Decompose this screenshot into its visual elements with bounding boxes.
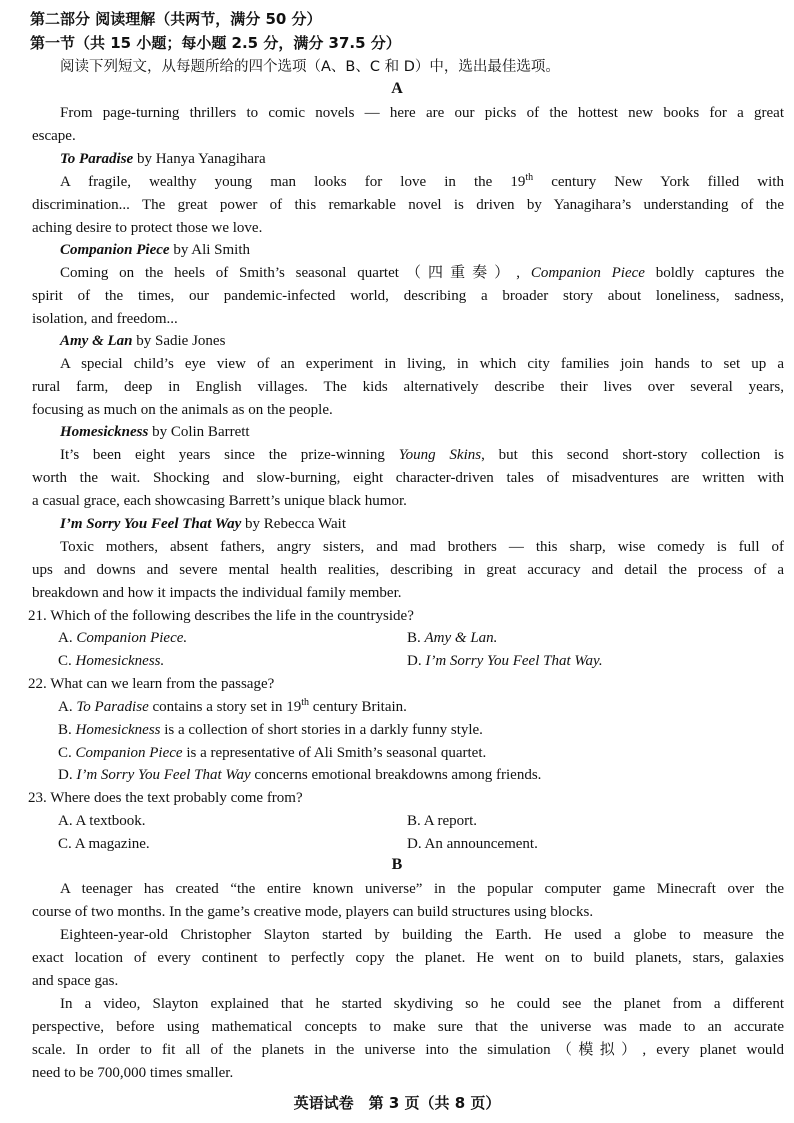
question-stem: 22. What can we learn from the passage? — [28, 676, 275, 692]
book-title-line — [60, 149, 266, 169]
book-title: I’m Sorry You Feel That Way — [60, 516, 242, 532]
book-author: by Rebecca Wait — [241, 516, 347, 532]
answer-option[interactable]: D. An announcement. — [407, 836, 538, 852]
question-stem: 23. Where does the text probably come from? — [28, 790, 303, 806]
book-desc-line: A fragile, wealthy young man looks for love in the 19th century New York filled with — [60, 172, 784, 190]
passage-b-line: Eighteen-year-old Christopher Slayton started by building the Earth. He used a globe to measure the — [60, 927, 784, 943]
passage-b-line: and space gas. — [32, 973, 119, 989]
question-stem: 21. Which of the following describes the life in the countryside? — [28, 608, 414, 624]
passage-b-label: B — [391, 856, 403, 873]
book-desc-line: discrimination... The great power of this remarkable novel is driven by Yanagihara’s understanding of the — [32, 197, 784, 213]
book-author: by Sadie Jones — [132, 333, 226, 349]
instructions: 阅读下列短文，从每题所给的四个选项（A、B、C 和 D）中，选出最佳选项。 — [60, 59, 560, 75]
book-desc-line: a casual grace, each showcasing Barrett’s unique black humor. — [32, 493, 407, 509]
passage-b-line: perspective, before using mathematical concepts to make sure that the universe was made to an accurate — [32, 1019, 784, 1035]
book-desc-line: spirit of the times, our pandemic-infected world, describing a broader story about loneliness, sadness, — [32, 288, 784, 304]
passage-b-line: A teenager has created “the entire known universe” in the popular computer game Minecraft over the — [60, 881, 784, 897]
book-author: by Hanya Yanagihara — [133, 151, 266, 167]
book-desc-line: focusing as much on the animals as on the people. — [32, 402, 333, 418]
part-title: 第二部分 阅读理解（共两节，满分 50 分） — [30, 10, 322, 28]
book-desc-line: worth the wait. Shocking and slow-burning, eight character-driven tales of misadventures are written with — [32, 470, 784, 486]
book-title: To Paradise — [60, 151, 134, 167]
book-desc-line: Coming on the heels of Smith’s seasonal quartet（四重奏）, Companion Piece boldly captures the — [60, 265, 785, 281]
answer-option[interactable]: B. Amy & Lan. — [407, 630, 498, 646]
book-desc-line: rural farm, deep in English villages. The kids alternatively describe their lives over several years, — [32, 379, 784, 395]
answer-option[interactable]: A. To Paradise contains a story set in 19th century Britain. — [58, 697, 407, 715]
passage-b-line: course of two months. In the game’s creative mode, players can build structures using blocks. — [32, 904, 594, 920]
book-desc-line: It’s been eight years since the prize-winning Young Skins, but this second short-story collection is — [60, 447, 784, 463]
answer-option[interactable]: B. A report. — [407, 813, 478, 829]
answer-option[interactable]: C. Companion Piece is a representative of Ali Smith’s seasonal quartet. — [58, 745, 487, 761]
passage-b-line: need to be 700,000 times smaller. — [32, 1065, 234, 1081]
book-desc-line: breakdown and how it impacts the individual family member. — [32, 585, 402, 601]
section-title: 第一节（共 15 小题；每小题 2.5 分，满分 37.5 分） — [30, 34, 401, 52]
page-footer: 英语试卷 第 3 页（共 8 页） — [293, 1094, 501, 1112]
answer-option[interactable]: C. Homesickness. — [58, 653, 165, 669]
book-desc-line: A special child’s eye view of an experiment in living, in which city families join hands to set up a — [60, 356, 784, 372]
book-author: by Ali Smith — [169, 242, 251, 258]
passage-b-line: In a video, Slayton explained that he started skydiving so he could see the planet from a different — [60, 996, 784, 1012]
book-title: Homesickness — [60, 424, 149, 440]
book-author: by Colin Barrett — [148, 424, 250, 440]
answer-option[interactable]: A. Companion Piece. — [58, 630, 188, 646]
passage-a-intro-line: From page-turning thrillers to comic novels — here are our picks of the hottest new books for a great — [60, 105, 784, 121]
book-desc-line: ups and downs and severe mental health realities, describing in great accuracy and detail the process of a — [32, 562, 784, 578]
book-title-line — [60, 422, 250, 442]
passage-a-label: A — [391, 80, 403, 97]
book-title: Amy & Lan — [60, 333, 133, 349]
passage-b-line: exact location of every continent to perfectly copy the planet. He went on to build planets, stars, galaxies — [32, 950, 784, 966]
book-title: Companion Piece — [60, 242, 170, 258]
answer-option[interactable]: A. A textbook. — [58, 813, 146, 829]
passage-a-intro-line: escape. — [32, 128, 76, 144]
book-title-line — [60, 240, 250, 260]
passage-b-line: scale. In order to fit all of the planets in the universe into the simulation（模拟）, every planet would — [32, 1042, 784, 1058]
book-title-line — [60, 331, 225, 351]
book-desc-line: aching desire to protect those we love. — [32, 220, 263, 236]
book-title-line — [60, 514, 346, 534]
answer-option[interactable]: D. I’m Sorry You Feel That Way concerns emotional breakdowns among friends. — [58, 767, 542, 783]
answer-option[interactable]: D. I’m Sorry You Feel That Way. — [407, 653, 603, 669]
answer-option[interactable]: C. A magazine. — [58, 836, 150, 852]
book-desc-line: Toxic mothers, absent fathers, angry sisters, and mad brothers — this sharp, wise comedy is full of — [60, 539, 784, 555]
answer-option[interactable]: B. Homesickness is a collection of short stories in a darkly funny style. — [58, 722, 483, 738]
book-desc-line: isolation, and freedom... — [32, 311, 178, 327]
